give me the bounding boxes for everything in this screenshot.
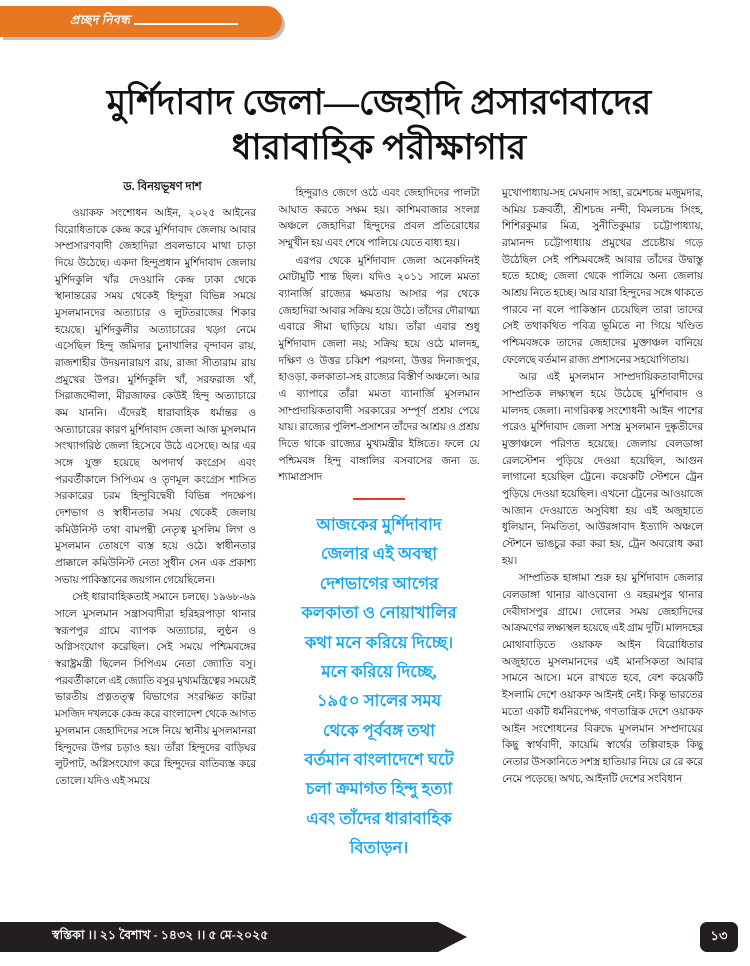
pullquote-line: জেলার এই অবস্থা xyxy=(320,544,438,564)
pullquote-line: চলা ক্রমাগত হিন্দু হত্যা xyxy=(305,779,453,799)
pullquote-line: কলকাতা ও নোয়াখালির xyxy=(301,603,457,623)
paragraph: সাম্প্রতিক হাঙ্গামা শুরু হয় মুর্শিদাবাদ জেলার বেলডাঙ্গা থানার ঝাওবোনা ও বহরমপুর থানার দেবীদাসপুর গ্রামে। দোলের সময় জেহাদিদের আক্রমণের লক্ষ্যস্থল হয়েছে এই গ্রাম দুটি। মালদহের মোথাবাড়িতে ওয়াকফ আইন বিরোধিতার অজুহাতে মুসলমানদের এই মানসিকতা আবার সামনে আসে। মনে রাখতে হবে, বেশ কয়েকটি ইসলামি দেশে ওয়াকফ আইনই নেই। কিন্তু ভারতের মতো একটি ধর্মনিরপেক্ষ, গণতান্ত্রিক দেশে ওয়াকফ আইন সংশোধনের বিরুদ্ধে মুসলমান সম্প্রদায়ের কিছু স্বার্থবাদী, কায়েমি স্বার্থের তল্পিবাহক কিছু নেতার উসকানিতে সশস্ত্র হাতিয়ার নিয়ে রে রে করে নেমে পড়েছে। অথচ, আইনটি দেশের সংবিধান xyxy=(502,573,703,785)
kicker-inner xyxy=(0,6,282,37)
paragraph: মুখোপাধ্যায়-সহ মেঘনাদ সাহা, রমেশচন্দ্র মজুমদার, অমিয় চক্রবর্তী, শ্রীশচন্দ্র নন্দী, বিমলচন্দ্র সিংহ, শিশিরকুমার মিত্র, সুনীতিকুমার চট্টোপাধ্যায়, রামানন্দ চট্টোপাধ্যায় প্রমুখের প্রচেষ্টায় গড়ে উঠেছিল সেই পশ্চিমবঙ্গেই আবার তাঁদের উদ্বাস্তু হতে হচ্ছে; জেলা থেকে পালিয়ে অন্য জেলায় আশ্রয় নিতে হচ্ছে। আর যারা হিন্দুদের সঙ্গে থাকতে পারবে না বলে পাকিস্তান চেয়েছিল তারা তাদের সেই তথাকথিত পবিত্র ভূমিতে না গিয়ে খণ্ডিত পশ্চিমবঙ্গকে তাদের জেহাদের মুক্তাঞ্চল বানিয়ে ফেলেছে বর্তমান রাজ্য প্রশাসনের সহযোগিতায়। xyxy=(502,188,703,366)
page-title xyxy=(55,81,703,171)
kicker-banner xyxy=(0,6,282,37)
footer-issue-text: স্বস্তিকা ।। ২১ বৈশাখ - ১৪৩২ ।। ৫ মে-২০২৫ xyxy=(52,928,269,942)
paragraph: ওয়াকফ সংশোধন আইন, ২০২৫ আইনের বিরোধিতাকে কেন্দ্র করে মুর্শিদাবাদ জেলায় আবার সম্প্রসারণবাদী জেহাদিরা প্রবলভাবে মাথা চাড়া দিয়ে উঠেছে। একদা হিন্দুপ্রধান মুর্শিদাবাদ জেলায় মুর্শিদকুলি খাঁর দেওয়ানি কেন্দ্র ঢাকা থেকে স্থানান্তরের সময় থেকেই হিন্দুরা বিভিন্ন সময়ে মুসলমানদের অত্যাচার ও লুটতরাজের শিকার হয়েছে। মুর্শিদকুলীর অত্যাচারের খড়্গ নেমে এসেছিল হিন্দু জমিদার চুনাখালির বৃন্দাবন রায়, রাজশাহীর উদয়নারায়ণ রায়, রাজা সীতারাম রায় প্রমুখের উপর। মুর্শিদকুলি খাঁ, সরফরাজ খাঁ, সিরাজদ্দৌলা, মীরজাফর কেউই হিন্দু অত্যাচারে কম যাননি। এঁদেরই ধারাবাহিক ধর্মান্তর ও অত্যাচারের কারণ মুর্শিদাবাদ জেলা আজ মুসলমান সংখ্যাগরিষ্ঠ জেলা হিসেবে উঠে এসেছে। আর এর সঙ্গে যুক্ত হয়েছে অপদার্থ কংগ্রেস এবং পরবর্তীকালে সিপিএম ও তৃণমূল কংগ্রেস শাসিত সরকারের চরম হিন্দুবিদ্বেষী বিভিন্ন পদক্ষেপ। দেশভাগ ও স্বাধীনতার সময় থেকেই জেলায় কমিউনিস্ট তথা বামপন্থী নেতৃত্ব মুসলিম লিগ ও মুসলমান তোষণে ব্যস্ত হয়ে ওঠে। স্বাধীনতার প্রাক্কালে কমিউনিস্ট নেতা সুধীন সেন এক প্রকাশ্য সভায় পাকিস্তানের জয়গান গেয়েছিলেন। xyxy=(55,208,256,586)
column-three xyxy=(502,186,703,921)
pullquote-line: বর্তমান বাংলাদেশে ঘটে xyxy=(304,749,454,769)
footer-bar xyxy=(0,922,438,952)
pullquote-line: এবং তাঁদের ধারাবাহিক xyxy=(306,808,452,828)
paragraph: এরপর থেকে মুর্শিদাবাদ জেলা অনেকদিনই মোটামুটি শান্ত ছিল। যদিও ২০১১ সালে মমতা ব্যানার্জি রাজ্যের ক্ষমতায় আসার পর থেকে জেহাদিরা আবার সক্রিয় হয়ে উঠে। তাঁদের দৌরাত্ম্য এবারে সীমা ছাড়িয়ে যায়। তাঁরা এবার শুধু মুর্শিদাবাদ জেলা নয়; সক্রিয় হয়ে ওঠে মালদহ, দক্ষিণ ও উত্তর চব্বিশ পরগনা, উত্তর দিনাজপুর, হাওড়া, কলকাতা-সহ রাজ্যের বিস্তীর্ণ অঞ্চলে। আর এ ব্যাপারে তাঁরা মমতা ব্যানার্জি মুসলমান সাম্প্রদায়িকতাবাদী সরকারের সম্পূর্ণ প্রশ্রয় পেয়ে যায়। রাজ্যের পুলিশ-প্রসাশন তাঁদের আশ্রয় ও প্রশ্রয় দিতে থাকে রাজ্যের মুখ্যমন্ত্রীর ইঙ্গিতে। ফলে যে পশ্চিমবঙ্গ হিন্দু বাঙ্গালির বসবাসের জন্য ড. শ্যামাপ্রসাদ xyxy=(278,255,480,484)
pullquote xyxy=(279,510,480,862)
pullquote-line: আজকের মুর্শিদাবাদ xyxy=(316,515,442,535)
pullquote-divider xyxy=(353,498,405,500)
pullquote-line: দেশভাগের আগের xyxy=(319,573,439,593)
pullquote-line: মনে করিয়ে দিচ্ছে, xyxy=(321,661,437,681)
headline-line-1: মুর্শিদাবাদ জেলা—জেহাদি প্রসারণবাদের xyxy=(106,83,652,123)
pullquote-line: বিতাড়ন। xyxy=(349,838,409,858)
headline-line-2: ধারাবাহিক পরীক্ষাগার xyxy=(231,128,527,168)
kicker-rule-decoration xyxy=(134,23,238,25)
paragraph: হিন্দুরাও জেগে ওঠে এবং জেহাদিদের পালটা আঘাত করতে সক্ষম হয়। কাশিমবাজার সংলগ্ন অঞ্চলে জেহাদিরা হিন্দুদের প্রবল প্রতিরোধের সম্মুখীন হয় এবং শেষে পালিয়ে যেতে বাধ্য হয়। xyxy=(278,188,480,250)
column-one xyxy=(55,186,256,921)
author-byline: ড. বিনয়ভূষণ দাশ xyxy=(123,181,202,193)
paragraph: আর এই মুসলমান সাম্প্রদায়িকতাবাদীদের সাম্প্রতিক লক্ষ্যস্থল হয়ে উঠেছে মুর্শিদাবাদ ও মালদহ জেলা। নাগরিকত্ব সংশোধনী আইন পাশের পরেও মুর্শিদাবাদ জেলা সশস্ত্র মুসলমান দুষ্কৃতীদের মুক্তাঞ্চলে পরিণত হয়েছে। জেলায় বেলডাঙ্গা রেলস্টেশন পুড়িয়ে দেওয়া হয়েছিল, আগুন লাগানো হয়েছিল ট্রেনে। কয়েকটি স্টেশনে ট্রেন পুড়িয়ে দেওয়া হয়েছিল। এখনো ট্রেনের আওয়াজে আজান দেওয়াতে অসুবিধা হয় এই অজুহাতে ধুলিয়ান, নিমতিতা, আউরঙ্গাবাদ ইত্যাদি অঞ্চলে স্টেশনে ভাঙচুর করা করা হয়, ট্রেন অবরোধ করা হয়। xyxy=(502,372,703,567)
column-two xyxy=(279,186,480,921)
pullquote-line: থেকে পূর্ববঙ্গ তথা xyxy=(322,720,436,740)
page-number-badge: ১৩ xyxy=(700,922,738,952)
paragraph: সেই ধারাবাহিকতাই সমানে চলছে। ১৯৬৮-৬৯ সালে মুসলমান সন্ত্রাসবাদীরা হরিহরপাড়া থানার স্বরূপপুর গ্রামে ব্যাপক অত্যাচার, লুণ্ঠন ও অগ্নিসংযোগ করেছিল। সেই সময়ে পশ্চিমবঙ্গের স্বরাষ্ট্রমন্ত্রী ছিলেন সিপিএম নেতা জ্যোতি বসু। পরবর্তীকালে এই জ্যোতি বসুর মুখ্যমন্ত্রিত্বের সময়েই ভারতীয় প্রত্নতত্ত্ব বিভাগের সংরক্ষিত কাটরা মসজিদ দখলকে কেন্দ্র করে বাংলাদেশ থেকে আগত মুসলমান জেহাদিদের সঙ্গে নিয়ে স্থানীয় মুসলমানরা হিন্দুদের উপর চড়াও হয়। তাঁরা হিন্দুদের বাড়িঘর লুটপাট, অগ্নিসংযোগ করে হিন্দুদের বাতিব্যস্ত করে তোলে। যদিও এই সময়ে xyxy=(55,592,256,787)
kicker-label: প্রচ্ছদ নিবন্ধ xyxy=(70,12,131,27)
pullquote-line: ১৯৫০ সালের সময xyxy=(316,691,442,711)
article-columns xyxy=(55,186,703,921)
pullquote-line: কথা মনে করিয়ে দিচ্ছে। xyxy=(304,632,454,652)
